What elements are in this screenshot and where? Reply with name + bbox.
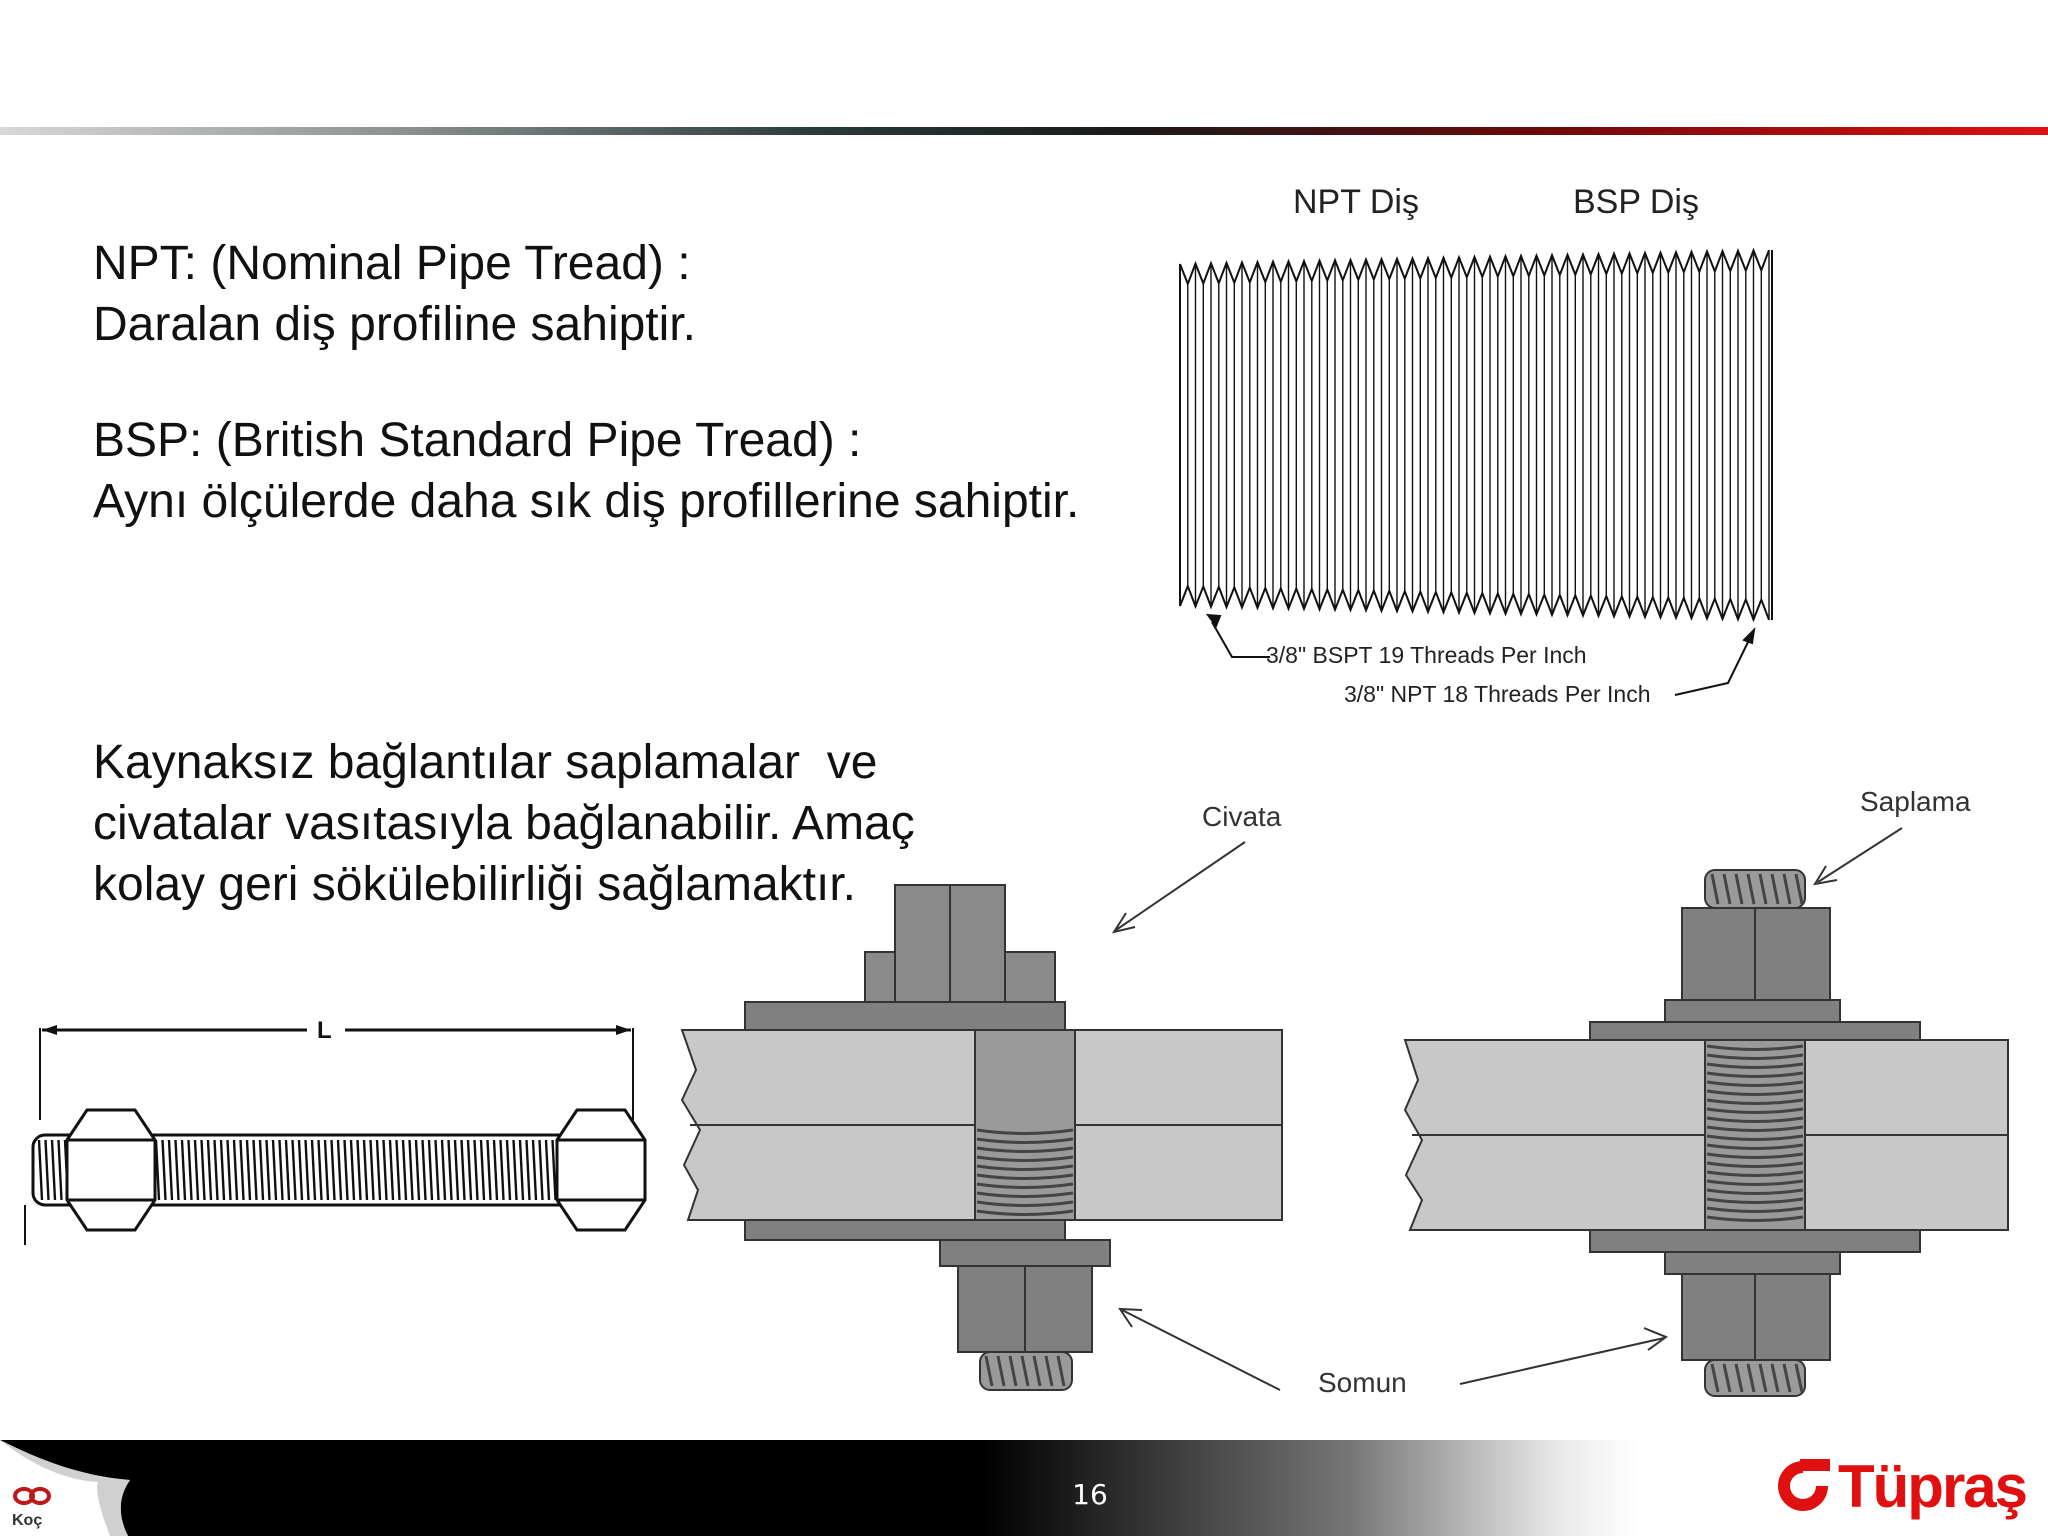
bsp-description: Aynı ölçülerde daha sık diş profillerine sahiptir. — [93, 475, 1080, 528]
footer-bar — [0, 1440, 2048, 1536]
bolt-assembly-figure — [670, 770, 2010, 1420]
bsp-title: BSP: (British Standard Pipe Tread) : — [93, 414, 862, 467]
page-number: 16 — [1072, 1478, 1108, 1511]
koc-logo-mark — [12, 1485, 52, 1507]
hex-nut-right — [557, 1110, 645, 1230]
tupras-logo-mark — [1770, 1453, 1836, 1519]
hex-nut-left — [67, 1110, 155, 1230]
bspt-thread-note: 3/8" BSPT 19 Threads Per Inch — [1266, 642, 1587, 668]
npt-thread-note: 3/8" NPT 18 Threads Per Inch — [1344, 681, 1651, 707]
bsp-thread-label: BSP Diş — [1573, 183, 1699, 221]
stud-bolt-drawing — [15, 1000, 655, 1260]
tupras-logo-text: Tüpraş — [1838, 1452, 2027, 1520]
koc-logo-text: Koç — [12, 1512, 43, 1529]
koc-logo — [12, 1485, 52, 1533]
npt-thread-label: NPT Diş — [1293, 183, 1419, 221]
tupras-logo — [1770, 1452, 2026, 1520]
saplama-label: Saplama — [1860, 786, 1971, 817]
thread-profile-drawing — [1180, 250, 1772, 620]
header-gradient-bar — [0, 127, 2048, 135]
npt-description: Daralan diş profiline sahiptir. — [93, 298, 696, 351]
paragraph-line-3: kolay geri sökülebilirliği sağlamaktır. — [93, 858, 856, 911]
paragraph-line-2: civatalar vasıtasıyla bağlanabilir. Amaç — [93, 797, 915, 850]
thread-comparison-figure — [1160, 170, 1800, 720]
npt-title: NPT: (Nominal Pipe Tread) : — [93, 237, 691, 290]
somun-label: Somun — [1318, 1367, 1407, 1398]
civata-label: Civata — [1202, 801, 1282, 832]
paragraph-line-1: Kaynaksız bağlantılar saplamalar ve — [93, 736, 878, 789]
length-label: L — [317, 1017, 332, 1044]
